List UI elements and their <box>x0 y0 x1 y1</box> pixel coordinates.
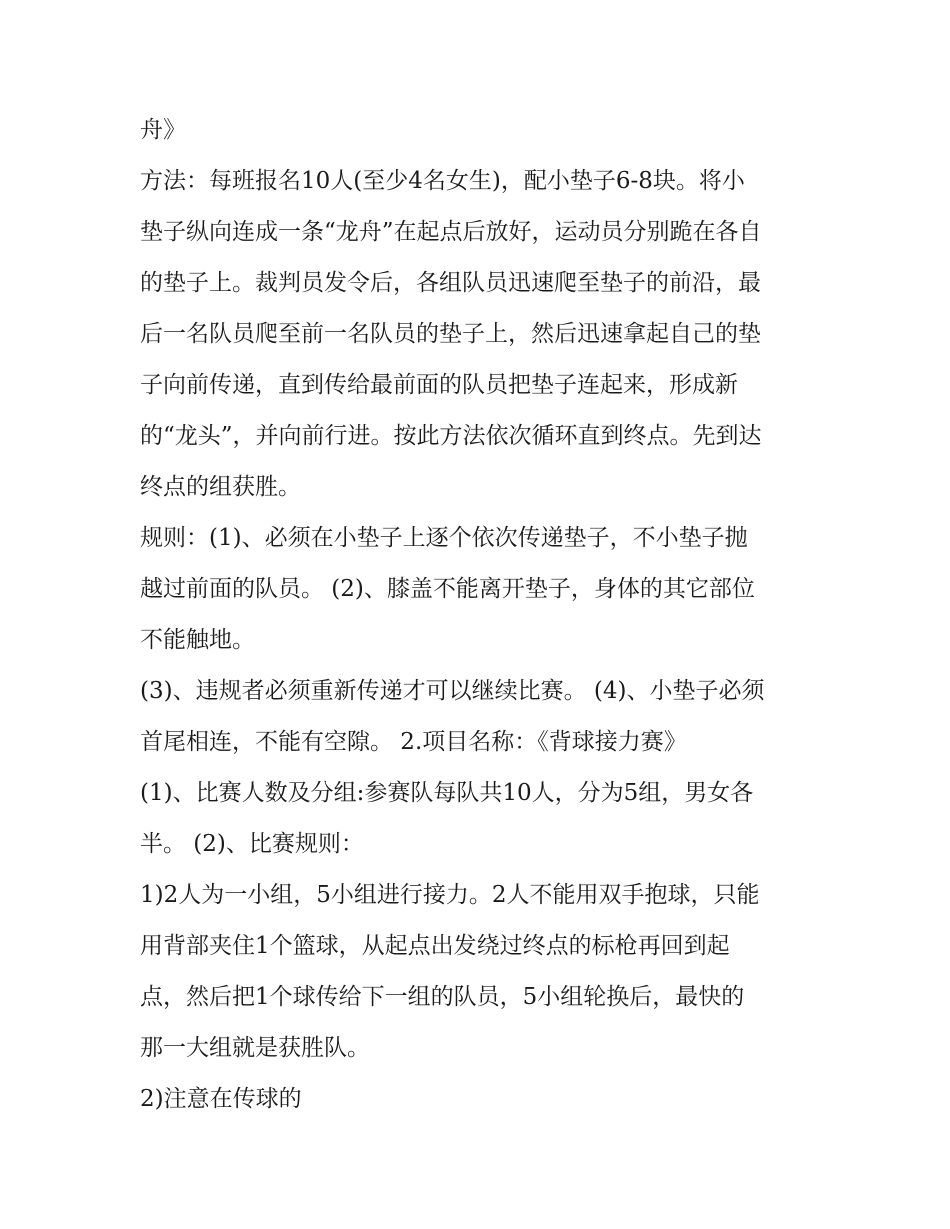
text-line-16: 1)2人为一小组，5小组进行接力。2人不能用双手抱球，只能 <box>140 882 760 908</box>
text-line-2: 方法：每班报名10人(至少4名女生)，配小垫子6-8块。将小 <box>140 168 745 194</box>
text-line-8: 终点的组获胜。 <box>140 474 301 500</box>
text-line-17: 用背部夹住1个篮球，从起点出发绕过终点的标枪再回到起 <box>140 933 730 959</box>
text-line-1: 舟》 <box>140 117 186 143</box>
text-line-5: 后一名队员爬至前一名队员的垫子上，然后迅速拿起自己的垫 <box>140 321 761 347</box>
text-line-4: 的垫子上。裁判员发令后，各组队员迅速爬至垫子的前沿，最 <box>140 270 761 296</box>
text-line-20: 2)注意在传球的 <box>140 1086 302 1112</box>
text-line-9: 规则：(1)、必须在小垫子上逐个依次传递垫子，不小垫子抛 <box>140 525 748 551</box>
text-line-14: (1)、比赛人数及分组:参赛队每队共10人，分为5组，男女各 <box>140 780 754 806</box>
text-line-10: 越过前面的队员。 (2)、膝盖不能离开垫子，身体的其它部位 <box>140 576 755 602</box>
text-line-12: (3)、违规者必须重新传递才可以继续比赛。 (4)、小垫子必须 <box>140 678 765 704</box>
body-text <box>140 105 820 1125</box>
text-line-13: 首尾相连，不能有空隙。 2.项目名称：《背球接力赛》 <box>140 729 687 755</box>
text-line-7: 的“龙头”，并向前行进。按此方法依次循环直到终点。先到达 <box>140 423 762 449</box>
text-line-6: 子向前传递，直到传给最前面的队员把垫子连起来，形成新 <box>140 372 738 398</box>
text-line-15: 半。 (2)、比赛规则： <box>140 831 364 857</box>
text-line-11: 不能触地。 <box>140 627 255 653</box>
text-line-18: 点，然后把1个球传给下一组的队员，5小组轮换后，最快的 <box>140 984 745 1010</box>
text-line-19: 那一大组就是获胜队。 <box>140 1035 370 1061</box>
text-line-3: 垫子纵向连成一条“龙舟”在起点后放好，运动员分别跪在各自 <box>140 219 762 245</box>
